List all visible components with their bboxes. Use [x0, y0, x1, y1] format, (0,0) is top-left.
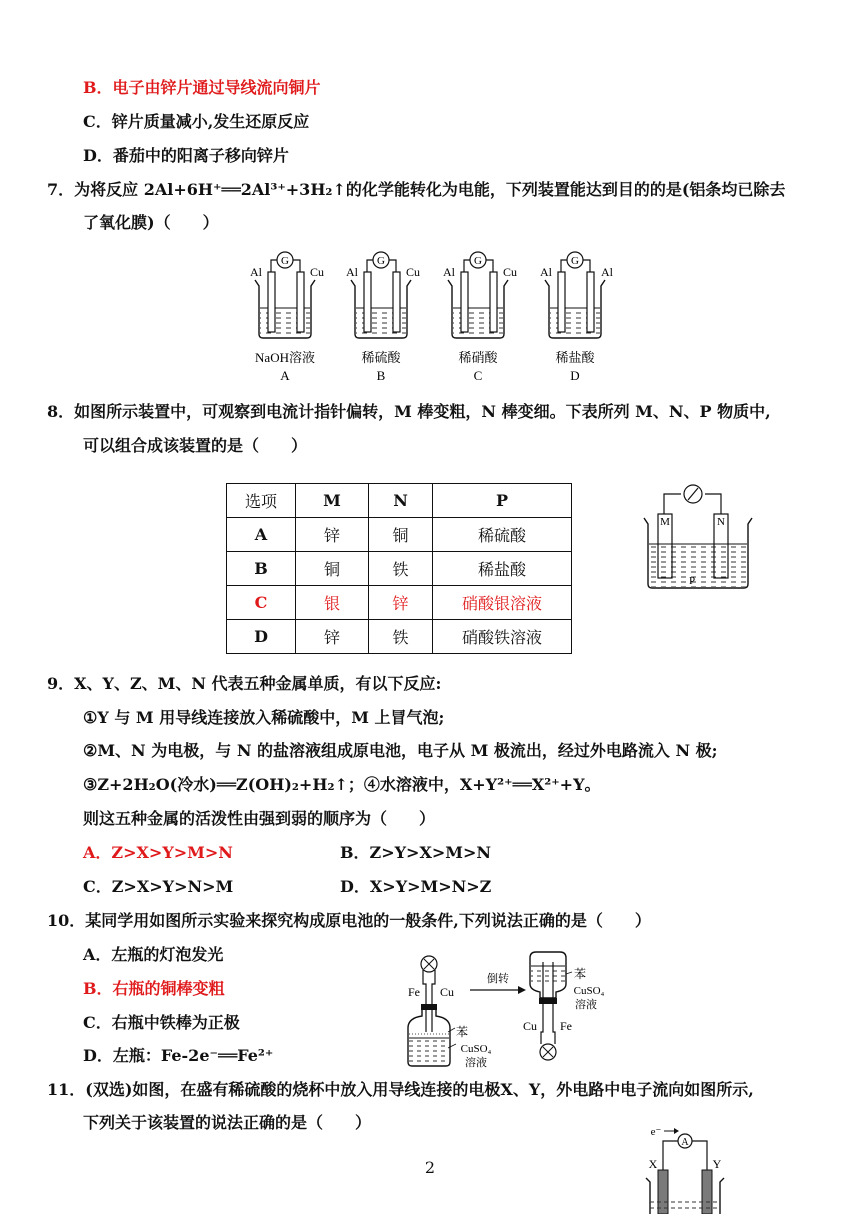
table-row [227, 620, 572, 654]
cu-label-left: Cu [439, 985, 455, 999]
galvanometer-label: G [281, 255, 289, 267]
q8-stem-line2: 可以组合成该装置的是（ ） [83, 436, 308, 455]
table-header-row [227, 484, 572, 518]
table-cell: 硝酸银溶液 [433, 586, 572, 620]
electrode-right-label: Cu [309, 265, 325, 279]
cuso4-label-right: CuSO₄ [573, 985, 605, 997]
electrode-y-label: Y [712, 1157, 722, 1171]
q8-options-table [226, 483, 572, 654]
q7-stem-line1: 7．为将反应 2Al+6H⁺══2Al³⁺+3H₂↑的化学能转化为电能，下列装置能达到目的的是(铝条均已除去 [47, 180, 786, 199]
q10-option-c: C．右瓶中铁棒为正极 [83, 1013, 240, 1032]
electrode-left-label: Al [250, 265, 262, 279]
q7-beaker-d [540, 252, 614, 383]
electrode-left-label: Al [346, 265, 358, 279]
q7-beaker-figure [240, 246, 620, 388]
electrode-n-label: N [717, 516, 725, 528]
q7-beaker-b [346, 252, 420, 383]
q10-option-b: B．右瓶的铜棒变粗 [83, 979, 225, 998]
table-cell: 铁 [369, 620, 433, 654]
q9-stem-line1: 9．X、Y、Z、M、N 代表五种金属单质，有以下反应: [47, 674, 442, 693]
q6-option-b: B．电子由锌片通过导线流向铜片 [83, 78, 321, 97]
solution-label: 稀盐酸 [555, 350, 595, 365]
electrode-left-label: Al [540, 265, 552, 279]
header-n: N [369, 484, 433, 518]
q10-stem: 10．某同学用如图所示实验来探究构成原电池的一般条件,下列说法正确的是（ ） [47, 911, 651, 930]
q9-stem-line5: 则这五种金属的活泼性由强到弱的顺序为（ ） [83, 809, 436, 828]
table-row [227, 518, 572, 552]
galvanometer-label: G [571, 255, 579, 267]
q10-bottle-figure [400, 944, 630, 1072]
header-p: P [433, 484, 572, 518]
table-cell: 铜 [296, 552, 369, 586]
table-cell: 稀硫酸 [433, 518, 572, 552]
benzene-label-left: 苯 [455, 1025, 469, 1039]
solution-label: 稀硝酸 [458, 350, 498, 365]
table-cell: 锌 [296, 620, 369, 654]
table-cell: 稀盐酸 [433, 552, 572, 586]
cuso4-label-left: CuSO₄ [460, 1043, 492, 1055]
electrode-right-label: Cu [502, 265, 518, 279]
table-cell: 铁 [369, 552, 433, 586]
header-option: 选项 [227, 484, 296, 518]
q9-stem-line2: ①Y 与 M 用导线连接放入稀硫酸中，M 上冒气泡; [83, 708, 445, 727]
cu-label-right: Cu [522, 1019, 538, 1033]
q9-option-a: A．Z>X>Y>M>N [83, 843, 233, 862]
q8-cell-figure [640, 480, 760, 592]
q9-option-d: D．X>Y>M>N>Z [340, 877, 492, 896]
q6-option-d: D．番茄中的阳离子移向锌片 [83, 146, 289, 165]
table-row [227, 552, 572, 586]
galvanometer-label: G [474, 255, 482, 267]
table-cell: 铜 [369, 518, 433, 552]
electrolyte-p-label: P [688, 575, 696, 587]
table-cell: 硝酸铁溶液 [433, 620, 572, 654]
table-cell: 锌 [369, 586, 433, 620]
q7-beaker-c [443, 252, 517, 383]
q9-stem-line3: ②M、N 为电极，与 N 的盐溶液组成原电池，电子从 M 极流出，经过外电路流入 N 极; [83, 741, 718, 760]
table-row-answer [227, 586, 572, 620]
q7-beaker-a [250, 252, 324, 383]
page-number: 2 [424, 1158, 436, 1177]
fe-label-right: Fe [560, 1019, 572, 1033]
electrode-right-label: Al [601, 265, 613, 279]
invert-label: 倒转 [487, 973, 509, 985]
electrode-right-label: Cu [405, 265, 421, 279]
option-letter: D [570, 368, 580, 383]
q7-stem-line2: 了氧化膜)（ ） [83, 213, 219, 232]
table-cell: D [227, 620, 296, 654]
q11-stem-line2: 下列关于该装置的说法正确的是（ ） [83, 1113, 372, 1132]
option-letter: C [473, 368, 483, 383]
q11-stem-line1: 11．(双选)如图，在盛有稀硫酸的烧杯中放入用导线连接的电极X、Y，外电路中电子流向如图所示, [47, 1080, 754, 1099]
ammeter-label: A [681, 1137, 689, 1148]
fe-label-left: Fe [408, 985, 420, 999]
galvanometer-label: G [377, 255, 385, 267]
q10-option-a: A．左瓶的灯泡发光 [83, 945, 224, 964]
table-cell: A [227, 518, 296, 552]
electron-label: e⁻ [650, 1126, 662, 1138]
solution-label: NaOH溶液 [255, 350, 315, 365]
electrode-left-label: Al [443, 265, 455, 279]
q10-option-d: D．左瓶：Fe-2e⁻══Fe²⁺ [83, 1046, 274, 1065]
table-cell: 银 [296, 586, 369, 620]
table-cell: C [227, 586, 296, 620]
header-m: M [296, 484, 369, 518]
option-letter: A [280, 368, 290, 383]
q8-stem-line1: 8．如图所示装置中，可观察到电流计指针偏转，M 棒变粗，N 棒变细。下表所列 M、N、P 物质中, [47, 402, 771, 421]
solution-label-right: 溶液 [575, 999, 597, 1011]
table-cell: B [227, 552, 296, 586]
electrode-x-label: X [648, 1157, 658, 1171]
solution-label: 稀硫酸 [361, 350, 401, 365]
table-cell: 锌 [296, 518, 369, 552]
solution-label-left: 溶液 [465, 1057, 487, 1069]
benzene-label-right: 苯 [573, 967, 587, 981]
electrode-m-label: M [660, 516, 670, 528]
q6-option-c: C．锌片质量减小,发生还原反应 [83, 112, 310, 131]
option-letter: B [376, 368, 386, 383]
q9-stem-line4: ③Z+2H₂O(冷水)══Z(OH)₂+H₂↑；④水溶液中，X+Y²⁺══X²⁺+Y。 [83, 775, 601, 794]
q9-option-c: C．Z>X>Y>N>M [83, 877, 234, 896]
q9-option-b: B．Z>Y>X>M>N [340, 843, 492, 862]
